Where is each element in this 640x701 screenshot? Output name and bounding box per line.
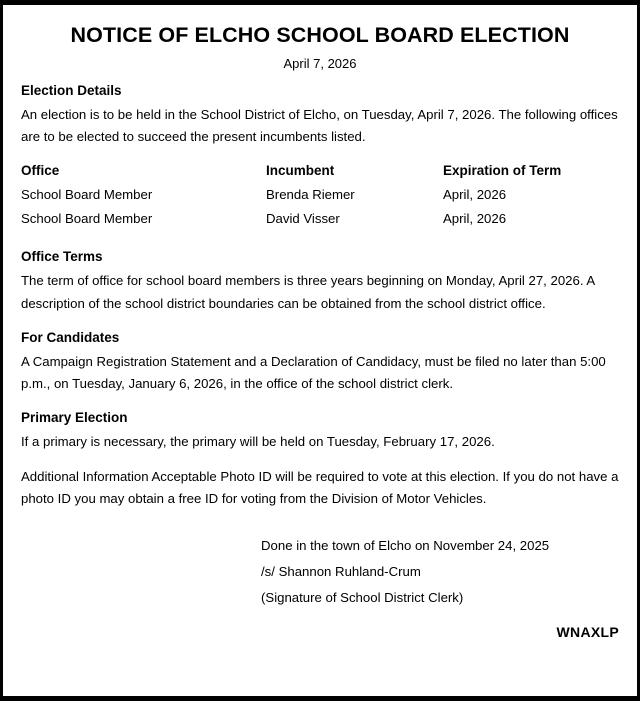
column-header-expiration: Expiration of Term (443, 163, 562, 179)
column-header-incumbent: Incumbent (266, 163, 335, 179)
table-row (21, 187, 619, 211)
section-body-primary-election: If a primary is necessary, the primary will be held on Tuesday, February 17, 2026. (21, 433, 495, 449)
section-body-additional-information: Additional Information Acceptable Photo ID will be required to vote at this election. If you do not have a photo ID you may obtain a free ID for voting from the Division of Motor Vehicles. (21, 468, 619, 507)
section-body-office-terms: The term of office for school board members is three years beginning on Monday, April 27, 2026. A description of the school district boundaries can be obtained from the school district office. (21, 273, 595, 311)
column-header-office: Office (21, 163, 60, 179)
cell-expiration: April, 2026 (443, 187, 507, 203)
section-heading-for-candidates: For Candidates (21, 329, 120, 345)
signature-title-line: (Signature of School District Clerk) (261, 589, 464, 605)
table-row (21, 211, 619, 235)
offices-table (21, 163, 619, 235)
section-body-for-candidates: A Campaign Registration Statement and a Declaration of Candidacy, must be filed no later than 5:00 p.m., on Tuesday, January 6, 2026, in the office of the school district clerk. (21, 353, 606, 392)
cell-incumbent: Brenda Riemer (266, 187, 355, 203)
section-heading-office-terms: Office Terms (21, 249, 103, 265)
section-heading-election-details: Election Details (21, 82, 122, 98)
section-heading-primary-election: Primary Election (21, 409, 128, 425)
cell-expiration: April, 2026 (443, 211, 507, 227)
footer-code: WNAXLP (556, 624, 619, 641)
table-header-row (21, 163, 619, 187)
cell-incumbent: David Visser (266, 211, 340, 227)
election-date: April 7, 2026 (283, 55, 357, 71)
section-body-election-details: An election is to be held in the School District of Elcho, on Tuesday, April 7, 2026. The following offices are to be elected to succeed the present incumbents listed. (21, 106, 618, 145)
signature-signed-line: /s/ Shannon Ruhland-Crum (261, 563, 421, 579)
signature-block (21, 533, 619, 610)
cell-office: School Board Member (21, 187, 153, 203)
signature-done-line: Done in the town of Elcho on November 24, 2025 (261, 538, 550, 554)
page-title: NOTICE OF ELCHO SCHOOL BOARD ELECTION (70, 23, 570, 47)
cell-office: School Board Member (21, 211, 153, 227)
